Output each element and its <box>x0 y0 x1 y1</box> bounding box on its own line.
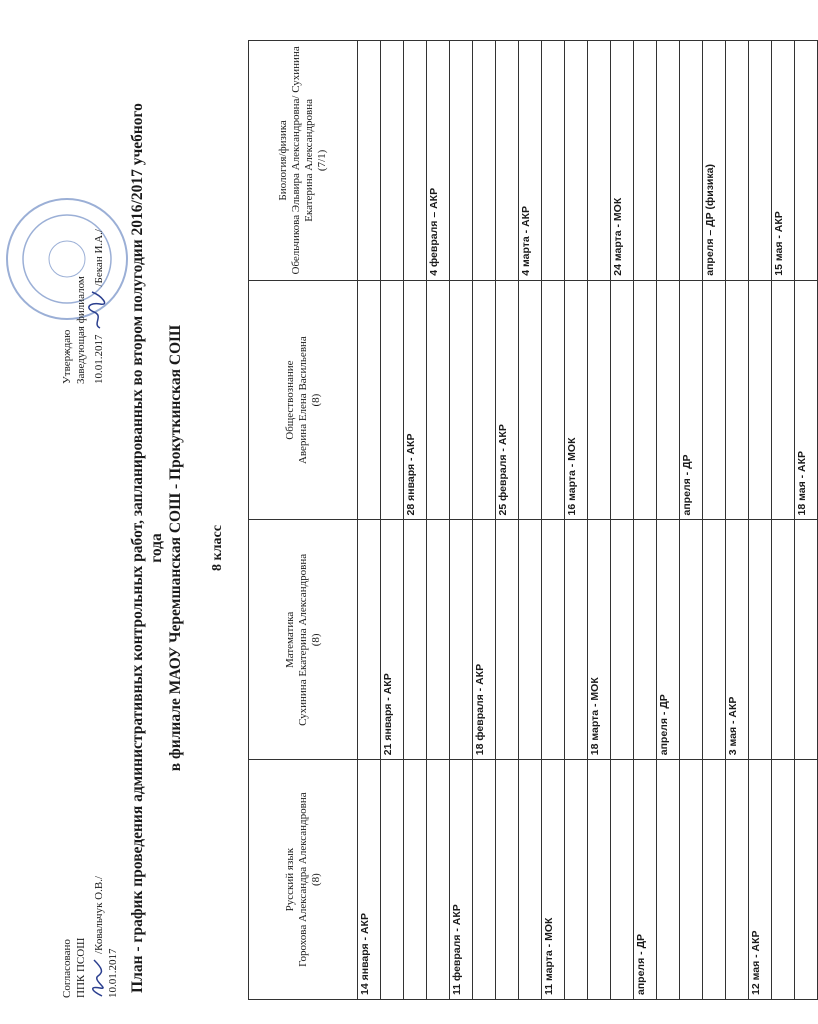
table-cell <box>450 280 473 520</box>
table-cell <box>772 280 795 520</box>
table-row <box>726 41 749 1000</box>
table-row <box>496 41 519 1000</box>
schedule-table <box>248 40 818 1000</box>
table-cell <box>795 760 818 1000</box>
table-cell <box>588 760 611 1000</box>
approval-block-right <box>60 124 106 384</box>
signature-icon <box>88 291 106 331</box>
table-cell <box>565 41 588 281</box>
table-cell <box>427 760 450 1000</box>
table-cell <box>680 760 703 1000</box>
table-row <box>795 41 818 1000</box>
table-cell: 4 марта - АКР <box>519 41 542 281</box>
table-cell <box>703 760 726 1000</box>
table-cell <box>772 520 795 760</box>
table-cell <box>772 760 795 1000</box>
table-cell <box>726 41 749 281</box>
table-cell: апреля - ДР <box>634 760 657 1000</box>
table-cell <box>703 280 726 520</box>
approval-left-date: 10.01.2017 <box>107 948 119 998</box>
table-row <box>703 41 726 1000</box>
column-header-hours: (7/1) <box>316 149 328 172</box>
table-cell <box>565 760 588 1000</box>
table-cell <box>358 41 381 281</box>
table-cell <box>703 520 726 760</box>
table-cell: 15 мая - АКР <box>772 41 795 281</box>
table-cell <box>611 760 634 1000</box>
table-cell <box>611 280 634 520</box>
table-row <box>772 41 795 1000</box>
table-cell <box>519 760 542 1000</box>
approval-right-date: 10.01.2017 <box>93 334 105 384</box>
approval-right-signature-name: /Бекан И.А./ <box>93 229 105 287</box>
table-cell: 18 февраля - АКР <box>473 520 496 760</box>
table-cell <box>657 280 680 520</box>
table-cell <box>634 520 657 760</box>
table-cell <box>726 280 749 520</box>
class-label: 8 класс <box>210 525 225 571</box>
column-header-teacher: Сухинина Екатерина Александровна <box>296 553 309 726</box>
table-cell <box>657 41 680 281</box>
column-header <box>249 760 358 1000</box>
table-cell <box>358 280 381 520</box>
table-cell: 4 февраля – АКР <box>427 41 450 281</box>
column-header-subject: Математика <box>283 611 296 669</box>
column-header-teacher: Обельчикова Эльвира Александровна/ Сухинина Екатерина Александровна <box>290 46 315 275</box>
table-row <box>381 41 404 1000</box>
table-cell: 14 января - АКР <box>358 760 381 1000</box>
column-header-hours: (8) <box>309 873 322 887</box>
table-row <box>519 41 542 1000</box>
table-cell <box>450 520 473 760</box>
table-cell <box>726 760 749 1000</box>
table-cell <box>565 520 588 760</box>
approval-right-line2: Заведующая филиалом <box>75 276 87 384</box>
table-cell: 3 мая - АКР <box>726 520 749 760</box>
table-row <box>473 41 496 1000</box>
approval-left-signature-line <box>88 778 106 998</box>
table-row <box>565 41 588 1000</box>
column-header <box>249 41 358 281</box>
table-cell <box>381 760 404 1000</box>
table-cell <box>496 760 519 1000</box>
table-cell <box>542 280 565 520</box>
table-cell <box>473 41 496 281</box>
table-cell <box>450 41 473 281</box>
table-cell <box>588 280 611 520</box>
table-cell: 11 февраля - АКР <box>450 760 473 1000</box>
table-cell: 11 марта - МОК <box>542 760 565 1000</box>
approval-right-signature-line <box>88 124 106 384</box>
signature-icon <box>88 958 106 998</box>
table-body <box>358 41 818 1000</box>
table-cell: 18 марта - МОК <box>588 520 611 760</box>
page-title <box>128 98 185 998</box>
column-header-subject: Русский язык <box>283 847 296 912</box>
table-cell <box>680 520 703 760</box>
table-cell <box>404 520 427 760</box>
column-header <box>249 520 358 760</box>
column-header <box>249 280 358 520</box>
table-cell <box>680 41 703 281</box>
page-title-line1: План - график проведения административных контрольных работ, запланированных во втором полугодии 2016/2017 учебного года <box>129 103 165 993</box>
table-cell <box>404 41 427 281</box>
table-row <box>634 41 657 1000</box>
table-cell <box>634 41 657 281</box>
table-row <box>749 41 772 1000</box>
table-row <box>680 41 703 1000</box>
table-cell <box>427 280 450 520</box>
table-cell <box>542 520 565 760</box>
table-cell: апреля - ДР <box>680 280 703 520</box>
table-cell <box>795 41 818 281</box>
table-cell <box>611 520 634 760</box>
table-cell <box>749 520 772 760</box>
table-cell <box>519 280 542 520</box>
table-cell <box>473 280 496 520</box>
table-cell <box>519 520 542 760</box>
table-row <box>611 41 634 1000</box>
table-row <box>404 41 427 1000</box>
table-cell <box>473 760 496 1000</box>
page-title-line2: в филиале МАОУ Черемшанская СОШ - Прокуткинская СОШ <box>167 324 184 772</box>
table-cell: 28 января - АКР <box>404 280 427 520</box>
column-header-teacher: Горохова Александра Александровна <box>296 792 309 967</box>
table-cell: 12 мая - АКР <box>749 760 772 1000</box>
table-cell <box>795 520 818 760</box>
approval-left-line2: ППК ПСОШ <box>75 937 87 998</box>
table-cell <box>657 760 680 1000</box>
column-header-subject: Обществознание <box>283 360 296 440</box>
table-row <box>450 41 473 1000</box>
column-header-hours: (8) <box>309 393 322 407</box>
column-header-hours: (8) <box>309 633 322 647</box>
table-cell: 24 марта - МОК <box>611 41 634 281</box>
table-cell <box>588 41 611 281</box>
table-cell <box>404 760 427 1000</box>
table-cell <box>749 41 772 281</box>
table-cell <box>634 280 657 520</box>
table-cell <box>381 41 404 281</box>
table-cell <box>749 280 772 520</box>
approval-block-left <box>60 778 120 998</box>
table-cell: 18 мая - АКР <box>795 280 818 520</box>
table-row <box>358 41 381 1000</box>
table-row <box>657 41 680 1000</box>
table-cell: 21 января - АКР <box>381 520 404 760</box>
table-cell <box>427 520 450 760</box>
table-cell: 25 февраля - АКР <box>496 280 519 520</box>
table-row <box>588 41 611 1000</box>
table-cell <box>496 41 519 281</box>
column-header-subject: Биология/физика <box>277 120 289 201</box>
approval-left-signature-name: /Ковальчук О.В./ <box>93 875 105 954</box>
table-cell: апреля – ДР (физика) <box>703 41 726 281</box>
table-cell: апреля - ДР <box>657 520 680 760</box>
table-cell <box>381 280 404 520</box>
approval-right-line1: Утверждаю <box>61 329 73 384</box>
table-cell <box>358 520 381 760</box>
table-header-row <box>249 41 358 1000</box>
approval-left-line1: Согласовано <box>61 939 73 998</box>
column-header-teacher: Аверина Елена Васильевна <box>296 336 309 465</box>
table-row <box>427 41 450 1000</box>
table-cell: 16 марта - МОК <box>565 280 588 520</box>
table-cell <box>496 520 519 760</box>
table-cell <box>542 41 565 281</box>
table-row <box>542 41 565 1000</box>
